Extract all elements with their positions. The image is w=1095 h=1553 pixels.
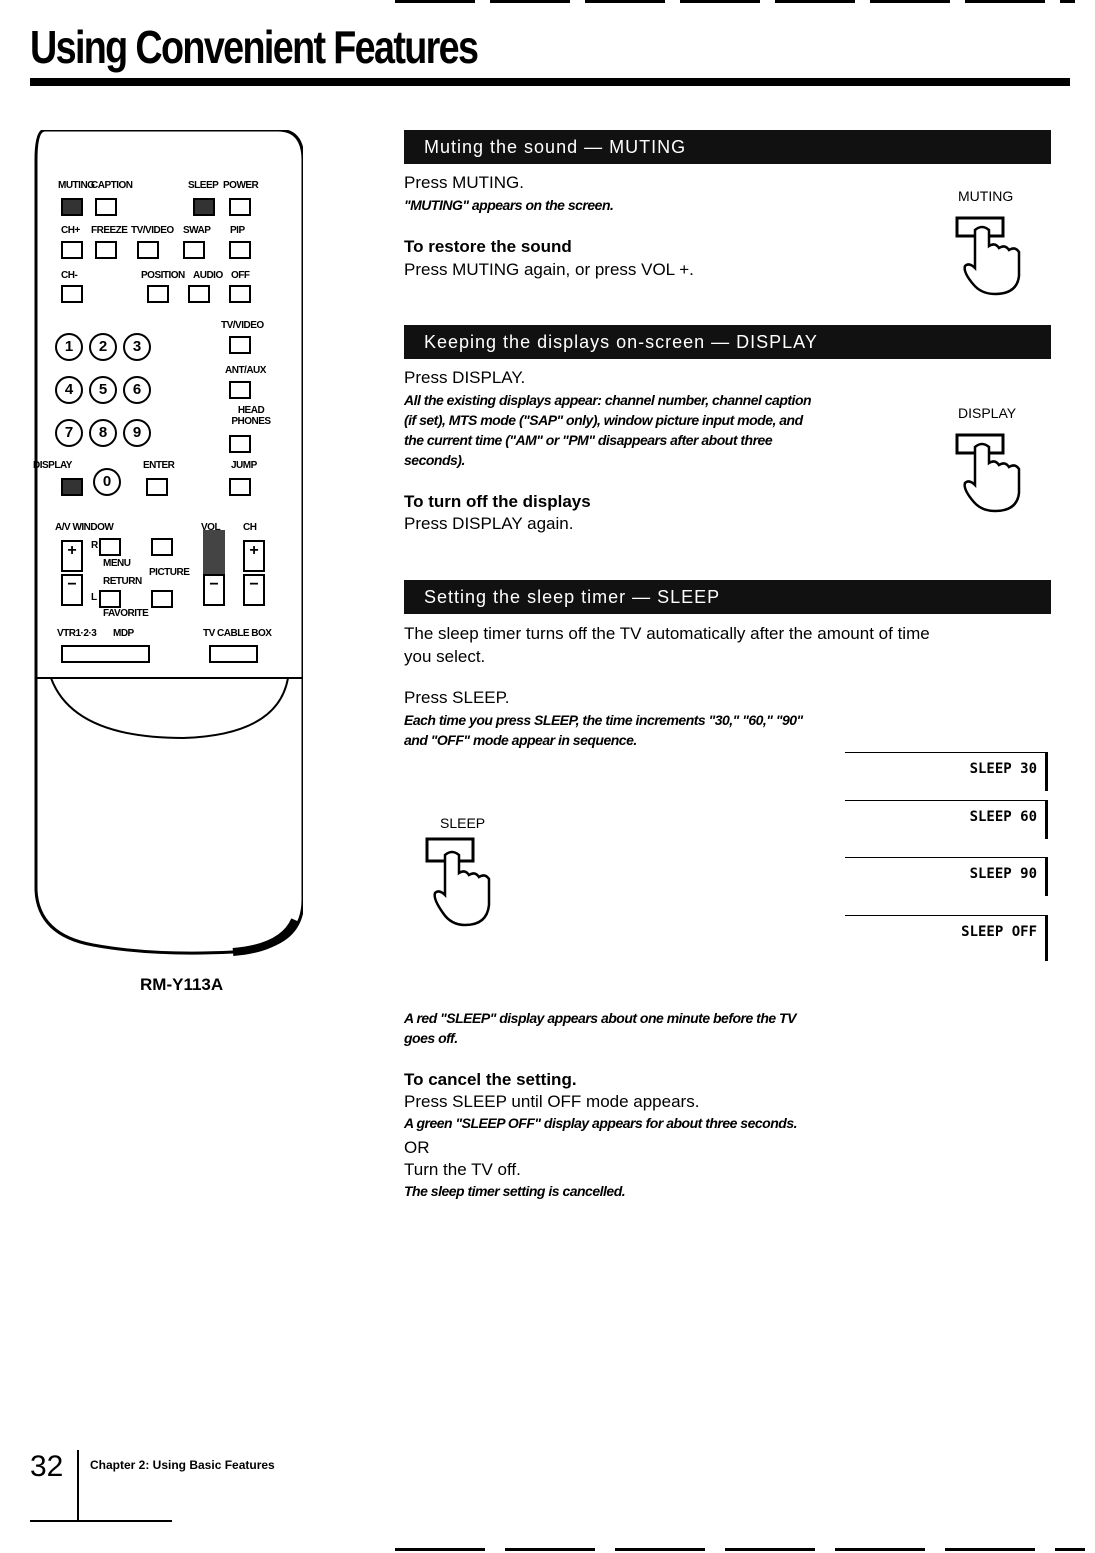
sleep-or: OR	[404, 1138, 430, 1157]
chapter-label: Chapter 2: Using Basic Features	[90, 1458, 275, 1472]
ant-aux-button[interactable]	[229, 381, 251, 399]
footer-divider-vertical	[77, 1450, 79, 1522]
menu-label: MENU	[103, 558, 131, 569]
ch-label: CH	[243, 522, 257, 533]
sleep-alt-text: Turn the TV off.	[404, 1160, 521, 1179]
vol-minus-button[interactable]: −	[203, 574, 225, 606]
mdp-label: MDP	[113, 628, 134, 639]
sleep-alt-note: The sleep timer setting is cancelled.	[404, 1183, 626, 1199]
bottom-edge-dashes	[395, 1548, 1085, 1551]
display-finger-press-icon	[955, 425, 1030, 513]
display-note-line-2: (if set), MTS mode ("SAP" only), window picture input mode, and	[404, 412, 803, 428]
caption-button[interactable]	[95, 198, 117, 216]
r-button[interactable]	[99, 538, 121, 556]
head-phones-button[interactable]	[229, 435, 251, 453]
return-label: RETURN	[103, 576, 142, 587]
sleep-button-label: SLEEP	[440, 815, 486, 831]
muting-label: MUTING	[58, 180, 95, 191]
ant-aux-label: ANT/AUX	[225, 365, 266, 376]
digit-7-button[interactable]: 7	[55, 419, 83, 447]
position-button[interactable]	[147, 285, 169, 303]
muting-restore-text: Press MUTING again, or press VOL +.	[404, 260, 694, 279]
picture-minus-button[interactable]	[151, 590, 173, 608]
position-label: POSITION	[141, 270, 185, 281]
sleep-label: SLEEP	[188, 180, 219, 191]
display-step: Press DISPLAY.	[404, 368, 526, 387]
window-plus-button[interactable]: +	[61, 540, 83, 572]
l-label: L	[91, 592, 97, 603]
av-window-label: A/V WINDOW	[55, 522, 114, 533]
power-label: POWER	[223, 180, 259, 191]
ch-minus-rocker-button[interactable]: −	[243, 574, 265, 606]
power-button[interactable]	[229, 198, 251, 216]
display-off-heading: To turn off the displays	[404, 492, 591, 511]
tv-video-label: TV/VIDEO	[131, 225, 174, 236]
display-note-line-4: seconds).	[404, 452, 465, 468]
caption-label: CAPTION	[91, 180, 133, 191]
favorite-label: FAVORITE	[103, 608, 149, 619]
display-button[interactable]	[61, 478, 83, 496]
muting-button[interactable]	[61, 198, 83, 216]
digit-8-button[interactable]: 8	[89, 419, 117, 447]
sleep-cancel-text: Press SLEEP until OFF mode appears.	[404, 1092, 700, 1111]
tv-cable-box-label: TV CABLE BOX	[203, 628, 272, 639]
vol-label: VOL	[201, 522, 221, 533]
picture-plus-button[interactable]	[151, 538, 173, 556]
remote-model-caption: RM-Y113A	[140, 975, 224, 994]
display-off-text: Press DISPLAY again.	[404, 514, 574, 533]
page-title: Using Convenient Features	[30, 21, 478, 73]
digit-6-button[interactable]: 6	[123, 376, 151, 404]
remote-control-illustration	[33, 130, 303, 960]
sleep-60-text: SLEEP 60	[969, 809, 1037, 825]
sleep-intro-line-1: The sleep timer turns off the TV automatically after the amount of time	[404, 624, 930, 643]
window-minus-button[interactable]: −	[61, 574, 83, 606]
muting-step: Press MUTING.	[404, 173, 524, 192]
footer-divider-horizontal	[30, 1520, 172, 1522]
ch-minus-label: CH-	[61, 270, 78, 281]
sleep-button[interactable]	[193, 198, 215, 216]
ch-plus-label: CH+	[61, 225, 80, 236]
sleep-note-line-1: Each time you press SLEEP, the time increments "30," "60," "90"	[404, 712, 803, 728]
pip-button[interactable]	[229, 241, 251, 259]
sleep-intro-line-2: you select.	[404, 647, 486, 666]
ch-plus-button[interactable]	[61, 241, 83, 259]
digit-5-button[interactable]: 5	[89, 376, 117, 404]
sleep-90-screen	[845, 857, 1048, 896]
off-label: OFF	[231, 270, 250, 281]
r-label: R	[91, 540, 98, 551]
picture-label: PICTURE	[149, 567, 190, 578]
sleep-off-screen	[845, 915, 1048, 961]
display-note-line-1: All the existing displays appear: channel number, channel caption	[404, 392, 812, 408]
muting-section-heading: Muting the sound — MUTING	[404, 130, 1051, 164]
tv-video-button[interactable]	[137, 241, 159, 259]
sleep-cancel-note: A green "SLEEP OFF" display appears for about three seconds.	[404, 1115, 798, 1131]
digit-0-button[interactable]: 0	[93, 468, 121, 496]
pip-label: PIP	[230, 225, 245, 236]
enter-label: ENTER	[143, 460, 175, 471]
audio-label: AUDIO	[193, 270, 223, 281]
jump-button[interactable]	[229, 478, 251, 496]
digit-4-button[interactable]: 4	[55, 376, 83, 404]
tv-video2-button[interactable]	[229, 336, 251, 354]
ch-plus-rocker-button[interactable]: +	[243, 540, 265, 572]
sleep-cancel-heading: To cancel the setting.	[404, 1070, 577, 1089]
display-button-label: DISPLAY	[958, 405, 1017, 421]
sleep-30-text: SLEEP 30	[969, 761, 1037, 777]
sleep-off-text: SLEEP OFF	[961, 924, 1037, 940]
tv-cable-box-switch[interactable]	[209, 645, 258, 663]
sleep-red-note-line-2: goes off.	[404, 1030, 458, 1046]
sleep-60-screen	[845, 800, 1048, 839]
title-rule	[30, 78, 1070, 86]
head-phones-label: HEAD PHONES	[231, 405, 271, 427]
muting-note: "MUTING" appears on the screen.	[404, 197, 614, 213]
sleep-red-note-line-1: A red "SLEEP" display appears about one minute before the TV	[404, 1010, 796, 1026]
swap-label: SWAP	[183, 225, 211, 236]
page-number: 32	[30, 1450, 64, 1483]
enter-button[interactable]	[146, 478, 168, 496]
sleep-90-text: SLEEP 90	[969, 866, 1037, 882]
muting-finger-press-icon	[955, 208, 1030, 296]
muting-restore-heading: To restore the sound	[404, 237, 572, 256]
swap-button[interactable]	[183, 241, 205, 259]
display-note-line-3: the current time ("AM" or "PM" disappears after about three	[404, 432, 773, 448]
digit-9-button[interactable]: 9	[123, 419, 151, 447]
freeze-label: FREEZE	[91, 225, 128, 236]
ch-minus-button[interactable]	[61, 285, 83, 303]
muting-button-label: MUTING	[958, 188, 1014, 204]
vtr-label: VTR1·2·3	[57, 628, 97, 639]
display-section-heading: Keeping the displays on-screen — DISPLAY	[404, 325, 1051, 359]
digit-1-button[interactable]: 1	[55, 333, 83, 361]
jump-label: JUMP	[231, 460, 257, 471]
l-button[interactable]	[99, 590, 121, 608]
sleep-step: Press SLEEP.	[404, 688, 510, 707]
digit-3-button[interactable]: 3	[123, 333, 151, 361]
display-label: DISPLAY	[33, 460, 72, 471]
sleep-note-line-2: and "OFF" mode appear in sequence.	[404, 732, 637, 748]
audio-button[interactable]	[188, 285, 210, 303]
off-button[interactable]	[229, 285, 251, 303]
sleep-30-screen	[845, 752, 1048, 791]
top-edge-dashes	[395, 0, 1075, 3]
digit-2-button[interactable]: 2	[89, 333, 117, 361]
freeze-button[interactable]	[95, 241, 117, 259]
tv-video2-label: TV/VIDEO	[221, 320, 264, 331]
vtr-mdp-switch[interactable]	[61, 645, 150, 663]
sleep-section-heading: Setting the sleep timer — SLEEP	[404, 580, 1051, 614]
sleep-finger-press-icon	[425, 833, 500, 928]
